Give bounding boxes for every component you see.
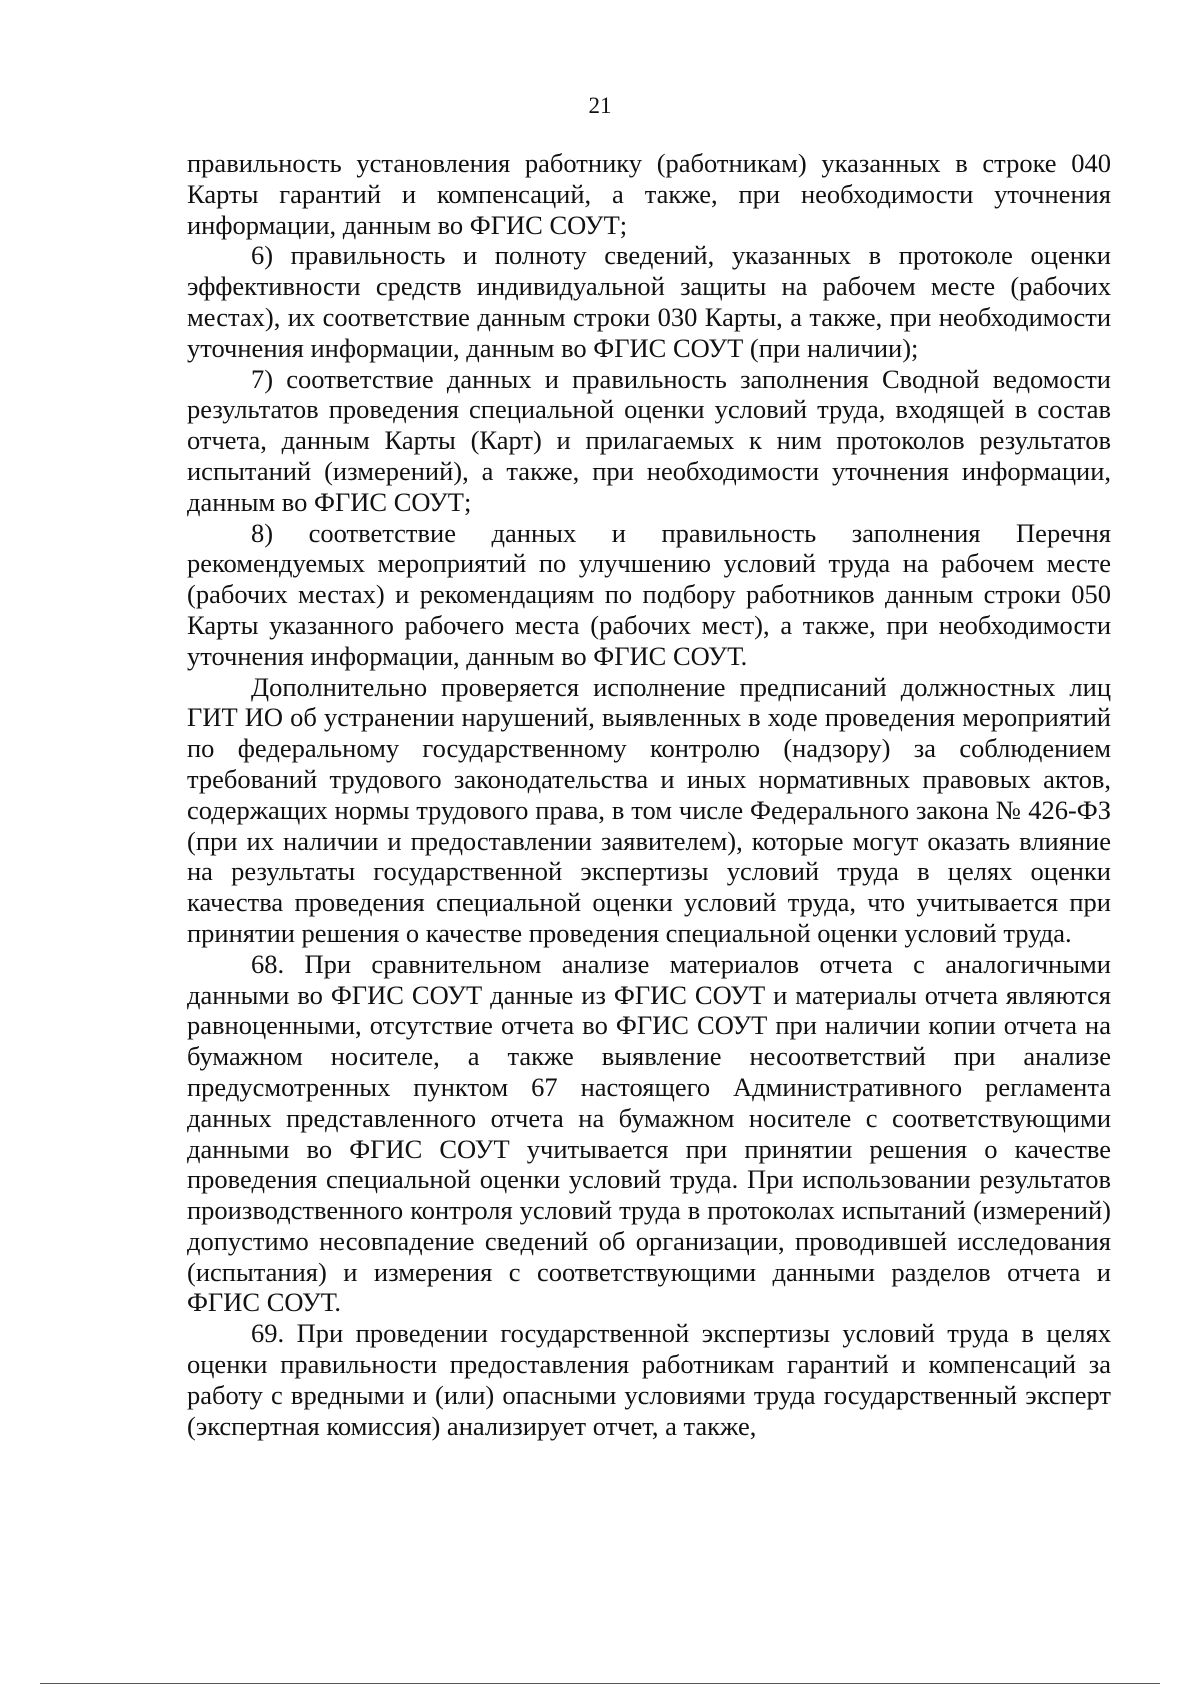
list-item-7: 7) соответствие данных и правильность заполнения Сводной ведомости результатов проведения специальной оценки условий труда, входящей в состав отчета, данным Карты (Карт) и прилагаемых к ним протоколов результатов испытаний (измерений), а также, при необходимости уточнения информации, данным во ФГИС СОУТ;: [187, 363, 1111, 517]
page-number: 21: [588, 93, 612, 118]
list-item-8: 8) соответствие данных и правильность заполнения Перечня рекомендуемых мероприятий по улучшению условий труда на рабочем месте (рабочих местах) и рекомендациям по подбору работников данным строки 050 Карты указанного рабочего места (рабочих мест), а также, при необходимости уточнения информации, данным во ФГИС СОУТ.: [187, 517, 1111, 671]
clause-69: 69. При проведении государственной экспертизы условий труда в целях оценки правильности предоставления работникам гарантий и компенсаций за работу с вредными и (или) опасными условиями труда государственный эксперт (экспертная комиссия) анализирует отчет, а также,: [187, 1318, 1111, 1441]
document-body: [187, 148, 1111, 1441]
paragraph-additional-check: Дополнительно проверяется исполнение предписаний должностных лиц ГИТ ИО об устранении нарушений, выявленных в ходе проведения мероприятий по федеральному государственному контролю (надзору) за соблюдением требований трудового законодательства и иных нормативных правовых актов, содержащих нормы трудового права, в том числе Федерального закона № 426-ФЗ (при их наличии и предоставлении заявителем), которые могут оказать влияние на результаты государственной экспертизы условий труда в целях оценки качества проведения специальной оценки условий труда, что учитывается при принятии решения о качестве проведения специальной оценки условий труда.: [187, 671, 1111, 948]
list-item-6: 6) правильность и полноту сведений, указанных в протоколе оценки эффективности средств индивидуальной защиты на рабочем месте (рабочих местах), их соответствие данным строки 030 Карты, а также, при необходимости уточнения информации, данным во ФГИС СОУТ (при наличии);: [187, 240, 1111, 363]
clause-68: 68. При сравнительном анализе материалов отчета с аналогичными данными во ФГИС СОУТ данные из ФГИС СОУТ и материалы отчета являются равноценными, отсутствие отчета во ФГИС СОУТ при наличии копии отчета на бумажном носителе, а также выявление несоответствий при анализе предусмотренных пунктом 67 настоящего Административного регламента данных представленного отчета на бумажном носителе с соответствующими данными во ФГИС СОУТ учитывается при принятии решения о качестве проведения специальной оценки условий труда. При использовании результатов производственного контроля условий труда в протоколах испытаний (измерений) допустимо несовпадение сведений об организации, проводившей исследования (испытания) и измерения с соответствующими данными разделов отчета и ФГИС СОУТ.: [187, 948, 1111, 1318]
bottom-scan-line: [40, 1683, 1160, 1684]
paragraph-continuation: правильность установления работнику (работникам) указанных в строке 040 Карты гарантий и компенсаций, а также, при необходимости уточнения информации, данным во ФГИС СОУТ;: [187, 148, 1111, 240]
